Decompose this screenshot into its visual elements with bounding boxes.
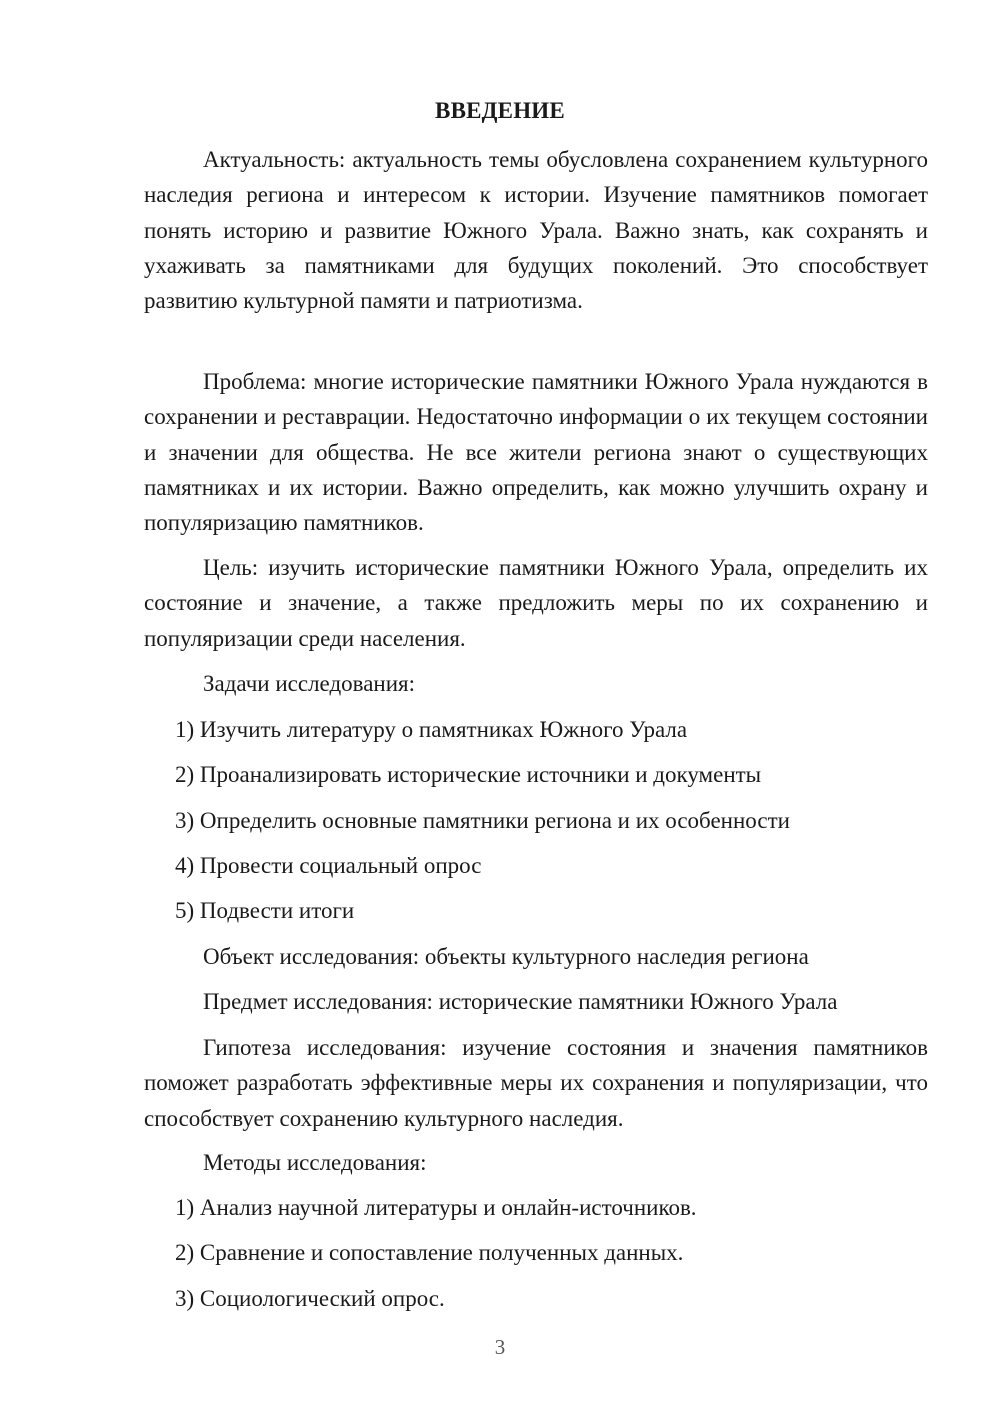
method-item: 2) Сравнение и сопоставление полученных данных. xyxy=(175,1240,684,1265)
methods-heading: Методы исследования: xyxy=(203,1150,427,1175)
task-item: 5) Подвести итоги xyxy=(175,898,355,923)
method-item: 1) Анализ научной литературы и онлайн-источников. xyxy=(175,1195,697,1220)
hypothesis-paragraph: Гипотеза исследования: изучение состояния и значения памятников поможет разработать эффективные меры их сохранения и популяризации, что способствует сохранению культурного наследия. xyxy=(144,1035,928,1131)
problem-paragraph: Проблема: многие исторические памятники Южного Урала нуждаются в сохранении и реставрации. Недостаточно информации о их текущем состоянии и значении для общества. Не все жители региона знают о существующих памятниках и их истории. Важно определить, как можно улучшить охрану и популяризацию памятников. xyxy=(144,369,928,536)
task-item: 1) Изучить литературу о памятниках Южного Урала xyxy=(175,717,688,742)
task-item: 4) Провести социальный опрос xyxy=(175,853,482,878)
page-number: 3 xyxy=(494,1335,506,1359)
tasks-heading: Задачи исследования: xyxy=(203,671,416,696)
method-item: 3) Социологический опрос. xyxy=(175,1286,445,1311)
research-subject: Предмет исследования: исторические памятники Южного Урала xyxy=(203,989,838,1014)
relevance-paragraph: Актуальность: актуальность темы обусловлена сохранением культурного наследия региона и интересом к истории. Изучение памятников помогает понять историю и развитие Южного Урала. Важно знать, как сохранять и ухаживать за памятниками для будущих поколений. Это способствует развитию культурной памяти и патриотизма. xyxy=(144,147,928,314)
goal-paragraph: Цель: изучить исторические памятники Южного Урала, определить их состояние и значение, а также предложить меры по их сохранению и популяризации среди населения. xyxy=(144,555,928,651)
page-title: ВВЕДЕНИЕ xyxy=(435,98,565,123)
research-object: Объект исследования: объекты культурного наследия региона xyxy=(203,944,809,969)
task-item: 2) Проанализировать исторические источники и документы xyxy=(175,762,762,787)
task-item: 3) Определить основные памятники региона и их особенности xyxy=(175,808,790,833)
